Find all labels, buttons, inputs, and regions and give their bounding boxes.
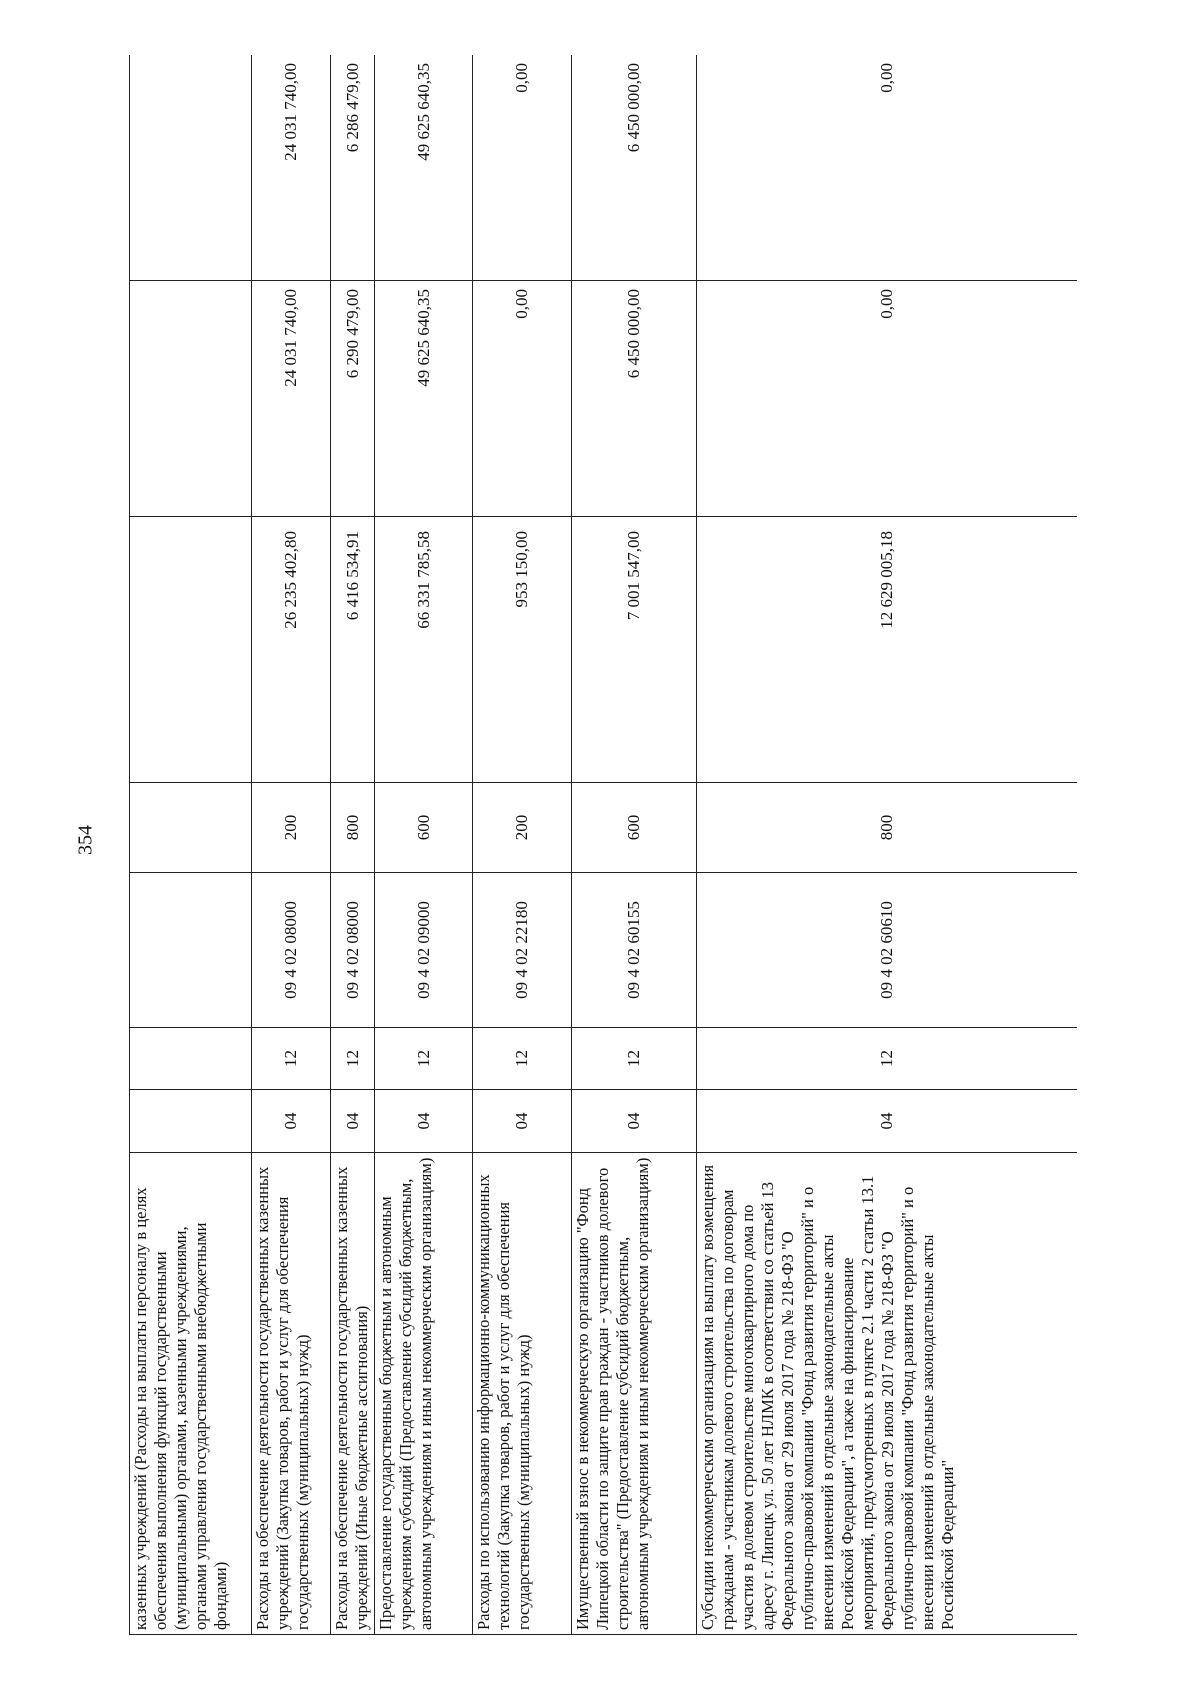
row-description: Субсидии некоммерческим организациям на выплату возмещения гражданам - участникам долевого строительства по договорам участия в долевом строительстве многоквартирного дома по адресу г. Липецк ул. 50 лет НЛМК в соответствии со статьей 13 Федерального закона от 29 июля 2017 года № 218-ФЗ "О публично-правовой компании "Фонд развития территорий" и о внесении изменений в отдельные законодательные акты Российской Федерации", а также на финансирование мероприятий, предусмотренных в пункте 2.1 части 2 статьи 13.1 Федерального закона от 29 июля 2017 года № 218-ФЗ "О публично-правовой компании "Фонд развития территорий" и о внесении изменений в отдельные законодательные акты Российской Федерации"	[697, 1153, 1078, 1635]
subsection-code: 12	[572, 1028, 697, 1090]
target-article-code	[130, 873, 252, 1028]
table-row	[252, 55, 331, 1635]
amount-year-1: 7 001 547,00	[572, 517, 697, 783]
amount-year-2: 0,00	[697, 281, 1078, 517]
row-description: Расходы на обеспечение деятельности государственных казенных учреждений (Иные бюджетные ассигнования)	[331, 1153, 375, 1635]
amount-year-3: 6 286 479,00	[331, 55, 375, 281]
expense-kind-code: 200	[252, 783, 331, 873]
row-description: Предоставление государственным бюджетным и автономным учреждениям субсидий (Предоставление субсидий бюджетным, автономным учреждениям и иным некоммерческим организациям)	[375, 1153, 473, 1635]
table-row	[697, 55, 1078, 1635]
expense-kind-code: 800	[331, 783, 375, 873]
expense-kind-code: 800	[697, 783, 1078, 873]
budget-table-container	[129, 55, 1077, 1635]
amount-year-2: 6 290 479,00	[331, 281, 375, 517]
target-article-code: 09 4 02 60610	[697, 873, 1078, 1028]
subsection-code: 12	[331, 1028, 375, 1090]
table-row	[375, 55, 473, 1635]
amount-year-1	[130, 517, 252, 783]
subsection-code: 12	[697, 1028, 1078, 1090]
section-code: 04	[473, 1090, 572, 1153]
amount-year-1: 953 150,00	[473, 517, 572, 783]
amount-year-1: 12 629 005,18	[697, 517, 1078, 783]
section-code: 04	[252, 1090, 331, 1153]
expense-kind-code: 200	[473, 783, 572, 873]
target-article-code: 09 4 02 09000	[375, 873, 473, 1028]
section-code: 04	[331, 1090, 375, 1153]
table-row	[473, 55, 572, 1635]
section-code	[130, 1090, 252, 1153]
budget-table	[129, 55, 1077, 1635]
section-code: 04	[572, 1090, 697, 1153]
expense-kind-code: 600	[572, 783, 697, 873]
target-article-code: 09 4 02 22180	[473, 873, 572, 1028]
subsection-code: 12	[375, 1028, 473, 1090]
section-code: 04	[375, 1090, 473, 1153]
amount-year-1: 6 416 534,91	[331, 517, 375, 783]
section-code: 04	[697, 1090, 1078, 1153]
target-article-code: 09 4 02 08000	[252, 873, 331, 1028]
amount-year-2: 0,00	[473, 281, 572, 517]
table-row	[572, 55, 697, 1635]
amount-year-3	[130, 55, 252, 281]
subsection-code	[130, 1028, 252, 1090]
page-number: 354	[74, 825, 97, 855]
amount-year-1: 26 235 402,80	[252, 517, 331, 783]
row-description: Расходы на обеспечение деятельности государственных казенных учреждений (Закупка товаров, работ и услуг для обеспечения государственных (муниципальных) нужд)	[252, 1153, 331, 1635]
row-description: Имущественный взнос в некоммерческую организацию "Фонд Липецкой области по защите прав граждан - участников долевого строительства" (Предоставление субсидий бюджетным, автономным учреждениям и иным некоммерческим организациям)	[572, 1153, 697, 1635]
row-description: Расходы по использованию информационно-коммуникационных технологий (Закупка товаров, работ и услуг для обеспечения государственных (муниципальных) нужд)	[473, 1153, 572, 1635]
rotated-table-frame	[129, 55, 1077, 1635]
amount-year-3: 49 625 640,35	[375, 55, 473, 281]
amount-year-1: 66 331 785,58	[375, 517, 473, 783]
amount-year-2: 6 450 000,00	[572, 281, 697, 517]
table-row	[331, 55, 375, 1635]
subsection-code: 12	[252, 1028, 331, 1090]
amount-year-3: 6 450 000,00	[572, 55, 697, 281]
amount-year-3: 24 031 740,00	[252, 55, 331, 281]
table-row	[130, 55, 252, 1635]
amount-year-2: 24 031 740,00	[252, 281, 331, 517]
subsection-code: 12	[473, 1028, 572, 1090]
amount-year-3: 0,00	[473, 55, 572, 281]
amount-year-2: 49 625 640,35	[375, 281, 473, 517]
row-description: казенных учреждений (Расходы на выплаты персоналу в целях обеспечения выполнения функций государственными (муниципальными) органами, казенными учреждениями, органами управления государственными внебюджетными фондами)	[130, 1153, 252, 1635]
amount-year-3: 0,00	[697, 55, 1078, 281]
expense-kind-code	[130, 783, 252, 873]
target-article-code: 09 4 02 60155	[572, 873, 697, 1028]
target-article-code: 09 4 02 08000	[331, 873, 375, 1028]
expense-kind-code: 600	[375, 783, 473, 873]
amount-year-2	[130, 281, 252, 517]
